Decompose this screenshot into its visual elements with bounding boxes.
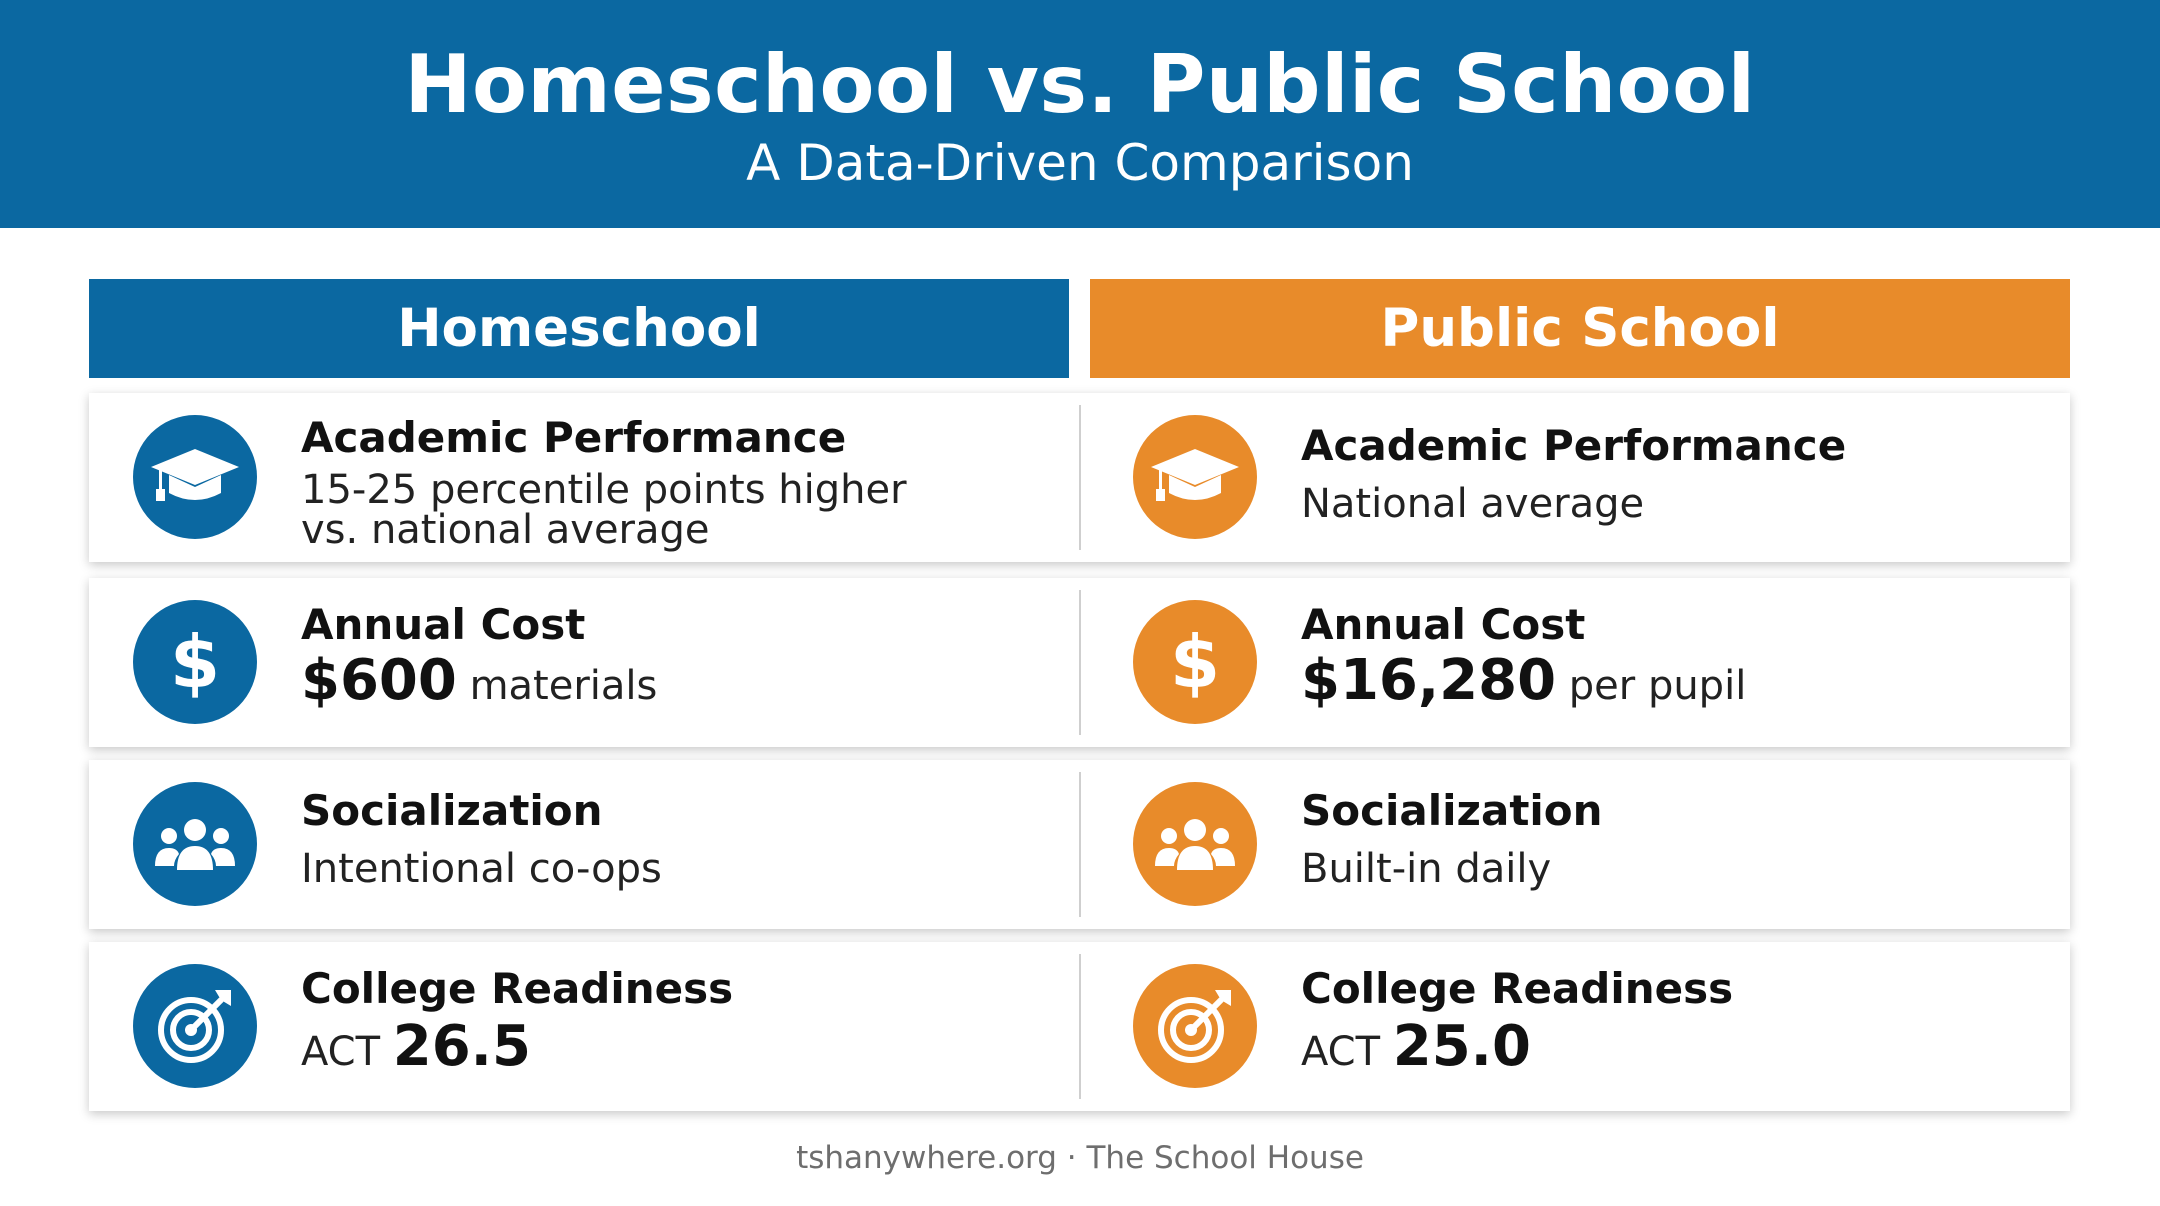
metric-value-line1: 15-25 percentile points higher — [301, 467, 907, 513]
homeschool-cell — [89, 760, 1079, 929]
score-prefix: ACT — [1301, 1029, 1381, 1075]
public-school-cell — [1089, 760, 2079, 929]
metric-label: College Readiness — [1301, 964, 1734, 1013]
public-school-text — [1301, 786, 1603, 892]
metric-value-line1: Built-in daily — [1301, 846, 1552, 892]
public-school-cell — [1089, 578, 2079, 747]
page-title: Homeschool vs. Public School — [404, 38, 1756, 131]
metric-label: Annual Cost — [1301, 600, 1586, 649]
homeschool-text — [301, 786, 662, 892]
target-icon — [133, 964, 257, 1088]
homeschool-text — [301, 413, 907, 553]
homeschool-text — [301, 964, 734, 1079]
public-school-column-header: Public School — [1090, 279, 2070, 378]
public-school-cell — [1089, 393, 2079, 562]
public-school-text — [1301, 421, 1847, 527]
metric-label: Academic Performance — [301, 413, 847, 462]
dollar-icon: $ — [133, 600, 257, 724]
title-banner — [0, 0, 2160, 228]
cost-unit: materials — [469, 663, 658, 709]
metric-label: Annual Cost — [301, 600, 586, 649]
row-divider — [1079, 405, 1081, 550]
homeschool-column-header: Homeschool — [89, 279, 1069, 378]
dollar-icon: $ — [1133, 600, 1257, 724]
public-school-cell — [1089, 942, 2079, 1111]
graduation-cap-icon — [133, 415, 257, 539]
footer-credit: tshanywhere.org · The School House — [796, 1140, 1364, 1176]
comparison-row-socialization — [89, 760, 2070, 929]
score-prefix: ACT — [301, 1029, 381, 1075]
metric-value-line2: vs. national average — [301, 507, 710, 553]
cost-unit: per pupil — [1568, 663, 1747, 709]
metric-value-line1: National average — [1301, 481, 1645, 527]
public-school-text — [1301, 964, 1734, 1079]
cost-amount: $600 — [301, 648, 457, 713]
page-subtitle: A Data-Driven Comparison — [746, 134, 1414, 192]
comparison-row-college-readiness — [89, 942, 2070, 1111]
metric-label: Academic Performance — [1301, 421, 1847, 470]
comparison-row-academic-performance — [89, 393, 2070, 562]
act-score: 26.5 — [392, 1014, 531, 1079]
row-divider — [1079, 954, 1081, 1099]
homeschool-cell — [89, 578, 1079, 747]
metric-label: Socialization — [301, 786, 603, 835]
act-score: 25.0 — [1392, 1014, 1531, 1079]
metric-label: Socialization — [1301, 786, 1603, 835]
people-group-icon — [1133, 782, 1257, 906]
homeschool-text — [301, 600, 658, 713]
target-icon — [1133, 964, 1257, 1088]
homeschool-cell — [89, 942, 1079, 1111]
row-divider — [1079, 590, 1081, 735]
cost-amount: $16,280 — [1301, 648, 1557, 713]
row-divider — [1079, 772, 1081, 917]
comparison-row-annual-cost — [89, 578, 2070, 747]
metric-value-line1: Intentional co-ops — [301, 846, 662, 892]
metric-label: College Readiness — [301, 964, 734, 1013]
public-school-text — [1301, 600, 1747, 713]
graduation-cap-icon — [1133, 415, 1257, 539]
homeschool-cell — [89, 393, 1079, 562]
people-group-icon — [133, 782, 257, 906]
